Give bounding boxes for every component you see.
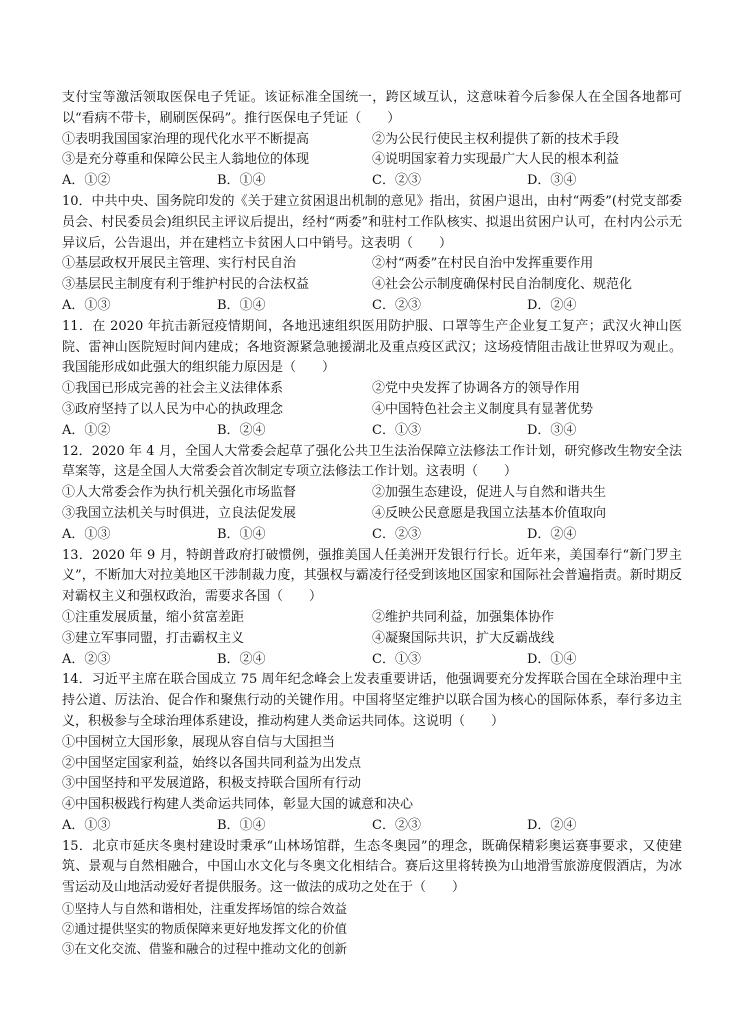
option-4: ④说明国家着力实现最广大人民的根本利益	[372, 152, 620, 168]
option-row	[62, 608, 682, 629]
answer-c: C．①③	[372, 422, 421, 438]
answer-d: D．③④	[527, 422, 577, 438]
question-stem: 15．北京市延庆冬奥村建设时秉承“山林场馆群，生态冬奥园”的理念，既确保精彩奥运赛事要求，又使建筑、景观与自然相融合，中国山水文化与冬奥文化相结合。赛后这里将转换为山地滑雪旅游度假酒店，为冰雪运动及山地活动爱好者提供服务。这一做法的成功之处在于（ ）	[62, 838, 682, 896]
answer-d: D．②④	[527, 297, 577, 313]
answer-row	[62, 296, 682, 317]
answer-b: B．①④	[217, 173, 266, 189]
answer-d: D．①④	[527, 651, 577, 667]
question-stem: 12．2020 年 4 月，全国人大常委会起草了强化公共卫生法治保障立法修法工作计划，研究修改生物安全法草案等，这是全国人大常委会首次制定专项立法修法工作计划。这表明（ ）	[62, 443, 682, 480]
question-stem: 13．2020 年 9 月，特朗普政府打破惯例，强推美国人任美洲开发银行行长。近年来，美国奉行“新门罗主义”，不断加大对拉美地区干涉制裁力度，其强权与霸凌行径受到该地区国家和国际社会普遍指责。新时期反对霸权主义和强权政治，需要求各国（ ）	[62, 547, 682, 605]
question-9-tail	[62, 88, 682, 192]
option-row	[62, 379, 682, 400]
question-15	[62, 837, 682, 960]
option-1: ①基层政权开展民主管理、实行村民自治	[62, 256, 297, 272]
option-3: ③中国坚持和平发展道路，积极支持联合国所有行动	[62, 776, 362, 792]
option-1: ①坚持人与自然和谐相处，注重发挥场馆的综合效益	[62, 901, 347, 917]
option-4: ④中国积极践行构建人类命运共同体，彰显大国的诚意和决心	[62, 797, 414, 813]
answer-c: C．②③	[372, 817, 421, 833]
answer-b: B．②④	[217, 651, 266, 667]
answer-c: C．②③	[372, 297, 421, 313]
question-14	[62, 670, 682, 836]
option-3: ③基层民主制度有利于维护村民的合法权益	[62, 277, 310, 293]
option-row	[62, 254, 682, 275]
question-stem: 10．中共中央、国务院印发的《关于建立贫困退出机制的意见》指出，贫困户退出，由村“两委”(村党支部委员会、村民委员会)组织民主评议后提出，经村“两委”和驻村工作队核实、拟退出贫困户认可，在村内公示无异议后，公告退出，并在建档立卡贫困人口中销号。这表明（ ）	[62, 193, 682, 251]
answer-c: C．②③	[372, 526, 421, 542]
option-4: ④反映公民意愿是我国立法基本价值取向	[372, 505, 607, 521]
answer-a: A．①②	[62, 422, 111, 438]
option-row	[62, 150, 682, 171]
answer-b: B．①④	[217, 817, 266, 833]
question-12	[62, 442, 682, 546]
question-stem: 11．在 2020 年抗击新冠疫情期间，各地迅速组织医用防护服、口罩等生产企业复工复产；武汉火神山医院、雷神山医院短时间内建成；各地资源紧急驰援湖北及重点疫区武汉；这场疫情阻击战让世界叹为观止。我国能形成如此强大的组织能力原因是（ ）	[62, 318, 682, 376]
question-stem: 支付宝等激活领取医保电子凭证。该证标准全国统一，跨区域互认，这意味着今后参保人在全国各地都可以“看病不带卡，刷刷医保码”。推行医保电子凭证（ ）	[62, 90, 682, 126]
answer-row	[62, 650, 682, 671]
question-10	[62, 192, 682, 317]
option-row	[62, 275, 682, 296]
option-2: ②为公民行使民主权利提供了新的技术手段	[372, 131, 620, 147]
answer-a: A．①②	[62, 173, 111, 189]
answer-a: A．①③	[62, 817, 111, 833]
answer-row	[62, 421, 682, 442]
answer-b: B．①④	[217, 297, 266, 313]
option-3: ③政府坚持了以人民为中心的执政理念	[62, 401, 284, 417]
answer-d: D．②④	[527, 817, 577, 833]
answer-c: C．②③	[372, 173, 421, 189]
option-1: ①人大常委会作为执行机关强化市场监督	[62, 485, 297, 501]
answer-row	[62, 816, 682, 837]
answer-b: B．①④	[217, 526, 266, 542]
option-4: ④凝聚国际共识，扩大反霸战线	[372, 630, 555, 646]
exam-page	[62, 88, 682, 960]
option-3: ③我国立法机关与时俱进，立良法促发展	[62, 505, 297, 521]
option-2: ②通过提供坚实的物质保障来更好地发挥文化的价值	[62, 921, 347, 937]
option-row	[62, 629, 682, 650]
answer-row	[62, 171, 682, 192]
option-2: ②加强生态建设，促进人与自然和谐共生	[372, 485, 607, 501]
question-stem: 14．习近平主席在联合国成立 75 周年纪念峰会上发表重要讲话，他强调要充分发挥联合国在全球治理中主持公道、厉法治、促合作和聚焦行动的关键作用。中国将坚定维护以联合国为核心的国际体系，奉行多边主义，积极参与全球治理体系建设，推动构建人类命运共同体。这说明（ ）	[62, 672, 682, 729]
answer-d: D．③④	[527, 173, 577, 189]
option-3: ③是充分尊重和保障公民主人翁地位的体现	[62, 152, 310, 168]
option-row	[62, 504, 682, 525]
answer-row	[62, 525, 682, 546]
option-3: ③在文化交流、借鉴和融合的过程中推动文化的创新	[62, 941, 347, 957]
answer-c: C．①③	[372, 651, 421, 667]
option-1: ①表明我国国家治理的现代化水平不断提高	[62, 131, 310, 147]
option-4: ④中国特色社会主义制度具有显著优势	[372, 401, 594, 417]
option-1: ①中国树立大国形象，展现从容自信与大国担当	[62, 734, 336, 750]
question-11	[62, 317, 682, 442]
option-2: ②中国坚定国家利益，始终以各国共同利益为出发点	[62, 755, 362, 771]
answer-a: A．①③	[62, 526, 111, 542]
option-1: ①我国已形成完善的社会主义法律体系	[62, 381, 284, 397]
question-13	[62, 546, 682, 671]
answer-a: A．②③	[62, 651, 111, 667]
answer-d: D．②④	[527, 526, 577, 542]
option-3: ③建立军事同盟，打击霸权主义	[62, 630, 245, 646]
option-2: ②村“两委”在村民自治中发挥重要作用	[372, 256, 594, 272]
option-row	[62, 483, 682, 504]
option-row	[62, 130, 682, 151]
answer-b: B．②④	[217, 422, 266, 438]
answer-a: A．①③	[62, 297, 111, 313]
option-row	[62, 400, 682, 421]
option-2: ②维护共同利益，加强集体协作	[372, 609, 555, 625]
option-1: ①注重发展质量，缩小贫富差距	[62, 609, 245, 625]
option-2: ②党中央发挥了协调各方的领导作用	[372, 381, 581, 397]
option-4: ④社会公示制度确保村民自治制度化、规范化	[372, 277, 633, 293]
